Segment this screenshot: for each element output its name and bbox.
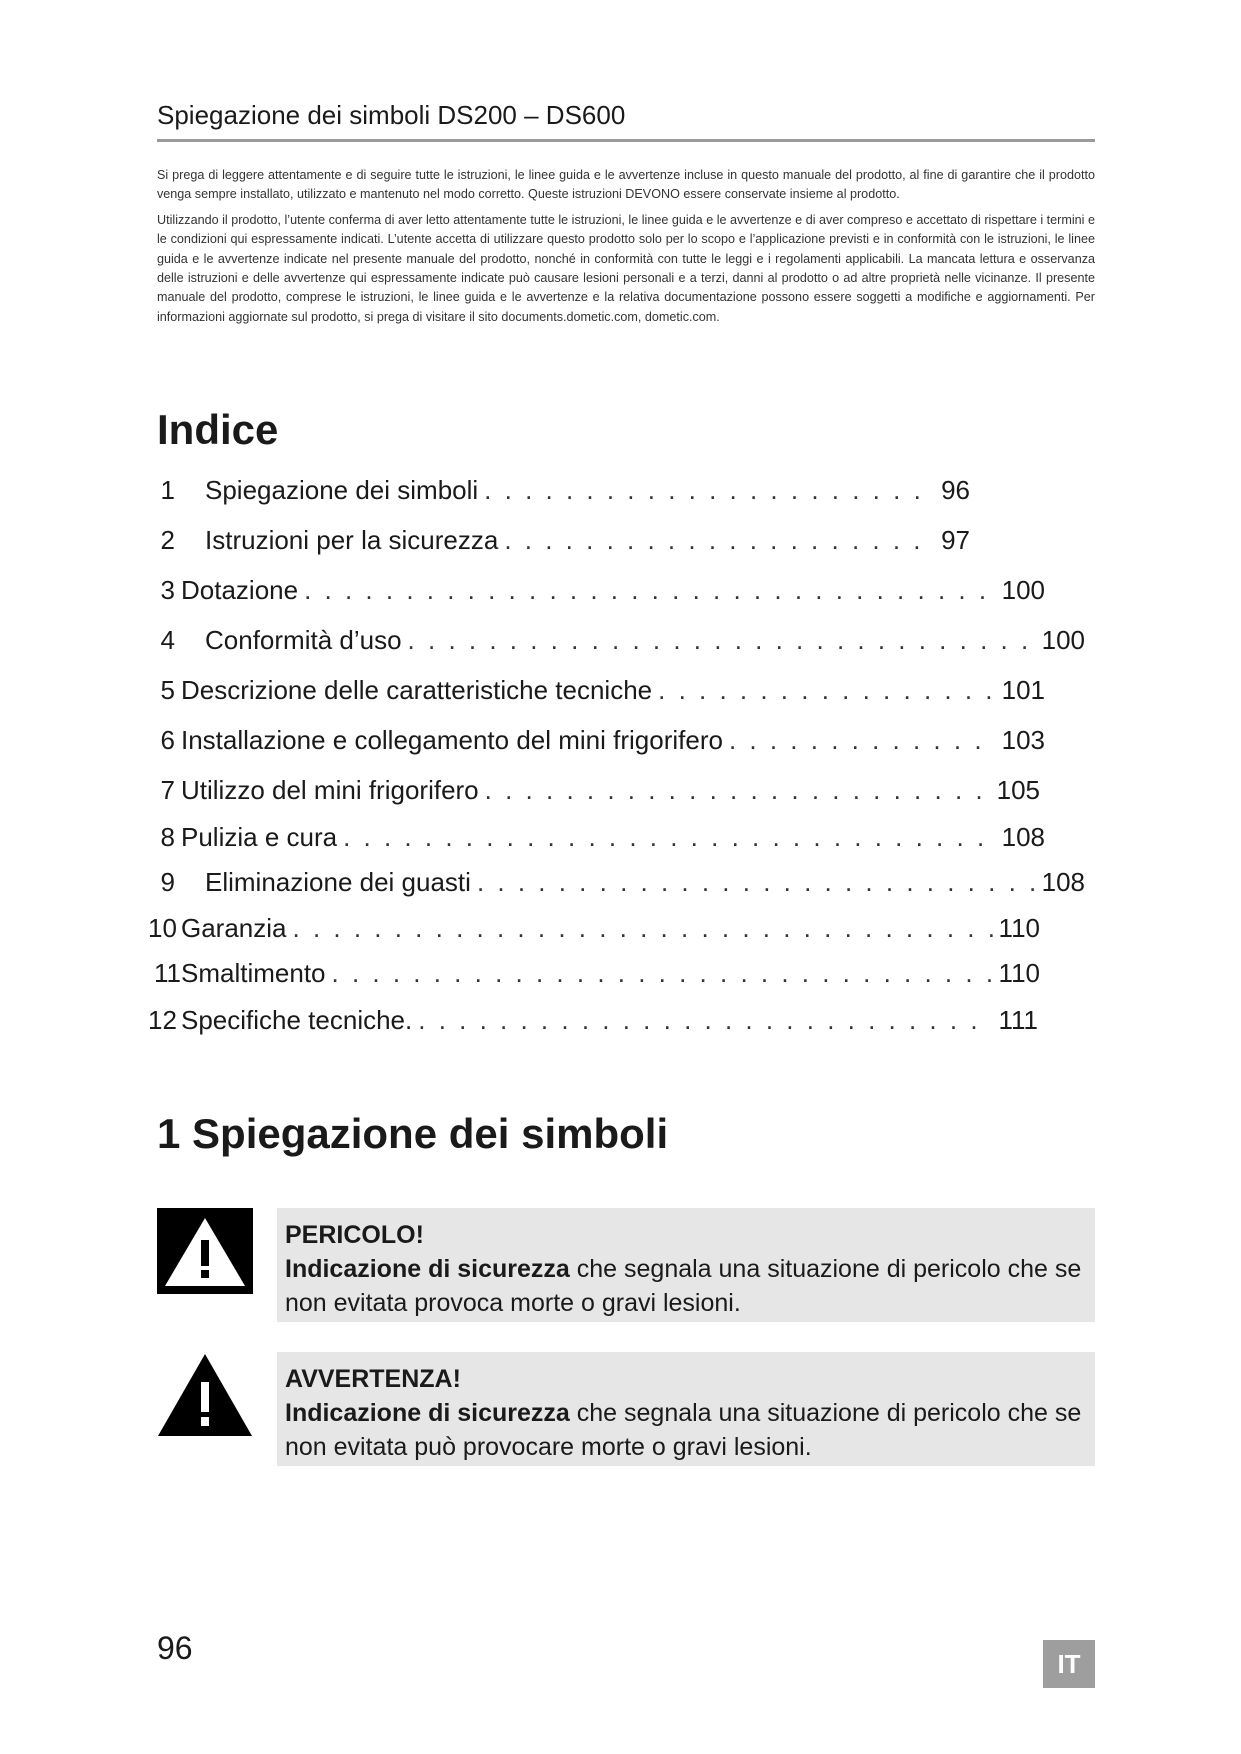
toc-entry-label: Installazione e collegamento del mini frigorifero [181, 725, 723, 755]
toc-entry-number: 1 [160, 475, 175, 505]
toc-leader [504, 525, 935, 556]
toc-leader [729, 725, 996, 756]
toc-leader [658, 675, 995, 706]
toc-leader [484, 475, 935, 506]
toc-entry-number: 8 [160, 822, 175, 852]
toc-entry-page: 100 [1001, 575, 1045, 605]
notice-lead: Indicazione di sicurezza [285, 1255, 570, 1283]
toc-entry-label: Pulizia e cura [181, 822, 338, 852]
toc-entry[interactable] [160, 725, 1045, 756]
language-badge: IT [1043, 1640, 1095, 1688]
toc-entry[interactable] [160, 575, 1045, 606]
toc-entry[interactable] [160, 675, 1045, 706]
page-number: 96 [157, 1630, 193, 1666]
toc-entry-number: 9 [160, 867, 175, 897]
toc-entry-number: 2 [160, 525, 175, 555]
danger-notice [277, 1208, 1095, 1322]
toc-leader [332, 958, 993, 989]
toc-entry-label: Utilizzo del mini frigorifero [181, 775, 479, 805]
toc-entry[interactable] [160, 475, 970, 506]
toc-entry-page: 110 [998, 958, 1040, 988]
toc-entry[interactable] [160, 525, 970, 556]
toc-entry-number: 11 [154, 958, 181, 988]
toc-entry-number: 5 [160, 675, 175, 705]
toc-entry-label: Conformità d’uso [205, 625, 402, 655]
toc-entry-label: Specifiche tecniche. [181, 1005, 413, 1035]
intro-text [157, 166, 1095, 333]
toc-entry[interactable] [148, 913, 1040, 944]
toc-entry-page: 108 [1041, 867, 1085, 897]
toc-entry-number: 3 [160, 575, 175, 605]
toc-entry-page: 105 [996, 775, 1040, 805]
notice-lead: Indicazione di sicurezza [285, 1399, 570, 1427]
toc-entry-label: Eliminazione dei guasti [205, 867, 471, 897]
toc-entry-label: Garanzia [181, 913, 287, 943]
notice-text: che segnala una situazione di pericolo che se non evitata può provocare morte o gravi lesioni. [285, 1399, 1082, 1461]
notice-text: che segnala una situazione di pericolo che se non evitata provoca morte o gravi lesioni. [285, 1255, 1082, 1317]
toc-entry-number: 7 [160, 775, 175, 805]
toc-entry[interactable] [160, 822, 1045, 853]
toc-entry-number: 12 [148, 1005, 177, 1035]
toc-entry-page: 100 [1041, 625, 1085, 655]
toc-entry[interactable] [160, 625, 1085, 656]
toc-entry-page: 101 [1001, 675, 1045, 705]
section-heading: 1 Spiegazione dei simboli [157, 1110, 669, 1157]
toc-entry-number: 6 [160, 725, 175, 755]
toc-entry-number: 10 [148, 913, 177, 943]
toc-leader [418, 1005, 992, 1036]
toc-entry-page: 110 [998, 913, 1040, 943]
toc-entry[interactable] [160, 867, 1085, 898]
intro-paragraph: Utilizzando il prodotto, l’utente conferma di aver letto attentamente tutte le istruzioni, le linee guida e le avvertenze e di aver compreso e accettato di rispettare i termini e le condizioni qui espressamente indicati. L’utente accetta di utilizzare questo prodotto solo per lo scopo e l’applicazione previsti e in conformità con le istruzioni, le linee guida e le avvertenze indicate nel presente manuale del prodotto, nonché in conformità con tutte le leggi e i regolamenti applicabili. La mancata lettura e osservanza delle istruzioni e delle avvertenze qui espressamente indicate può causare lesioni personali e a terzi, danni al prodotto o ad altre proprietà nelle vicinanze. Il presente manuale del prodotto, comprese le istruzioni, le linee guida e le avvertenze e la relativa documentazione possono essere soggetti a modifiche e aggiornamenti. Per informazioni aggiornate sul prodotto, si prega di visitare il sito documents.dometic.com, dometic.com. [157, 212, 1095, 324]
toc-entry[interactable] [148, 1005, 1038, 1036]
intro-paragraph: Si prega di leggere attentamente e di seguire tutte le istruzioni, le linee guida e le avvertenze incluse in questo manuale del prodotto, al fine di garantire che il prodotto venga sempre installato, utilizzato e mantenuto nel modo corretto. Queste istruzioni DEVONO essere conservate insieme al prodotto. [157, 168, 1095, 202]
toc-entry-label: Descrizione delle caratteristiche tecniche [181, 675, 653, 705]
toc-entry-label: Smaltimento [181, 958, 326, 988]
toc-leader [477, 867, 1036, 898]
toc-entry-page: 97 [941, 525, 970, 555]
danger-warning-icon [157, 1208, 253, 1294]
toc-entry-page: 96 [941, 475, 970, 505]
toc-leader [293, 913, 993, 944]
toc-entry[interactable] [160, 775, 1040, 806]
notice-title: AVVERTENZA! [285, 1365, 461, 1393]
toc-leader [304, 575, 996, 606]
page-header: Spiegazione dei simboli DS200 – DS600 [157, 100, 1095, 142]
warning-triangle-icon [157, 1352, 253, 1438]
toc-entry-label: Spiegazione dei simboli [205, 475, 479, 505]
toc-leader [343, 822, 996, 853]
toc-entry-number: 4 [160, 625, 175, 655]
warning-notice [277, 1352, 1095, 1466]
toc-leader [408, 625, 1036, 656]
toc-heading: Indice [157, 406, 279, 453]
notice-title: PERICOLO! [285, 1221, 424, 1249]
toc-entry-page: 103 [1001, 725, 1045, 755]
toc-entry-label: Istruzioni per la sicurezza [205, 525, 499, 555]
toc-entry[interactable] [154, 958, 1040, 989]
toc-entry-page: 108 [1001, 822, 1045, 852]
toc-entry-label: Dotazione [181, 575, 299, 605]
toc-entry-page: 111 [998, 1005, 1038, 1035]
toc-leader [485, 775, 991, 806]
